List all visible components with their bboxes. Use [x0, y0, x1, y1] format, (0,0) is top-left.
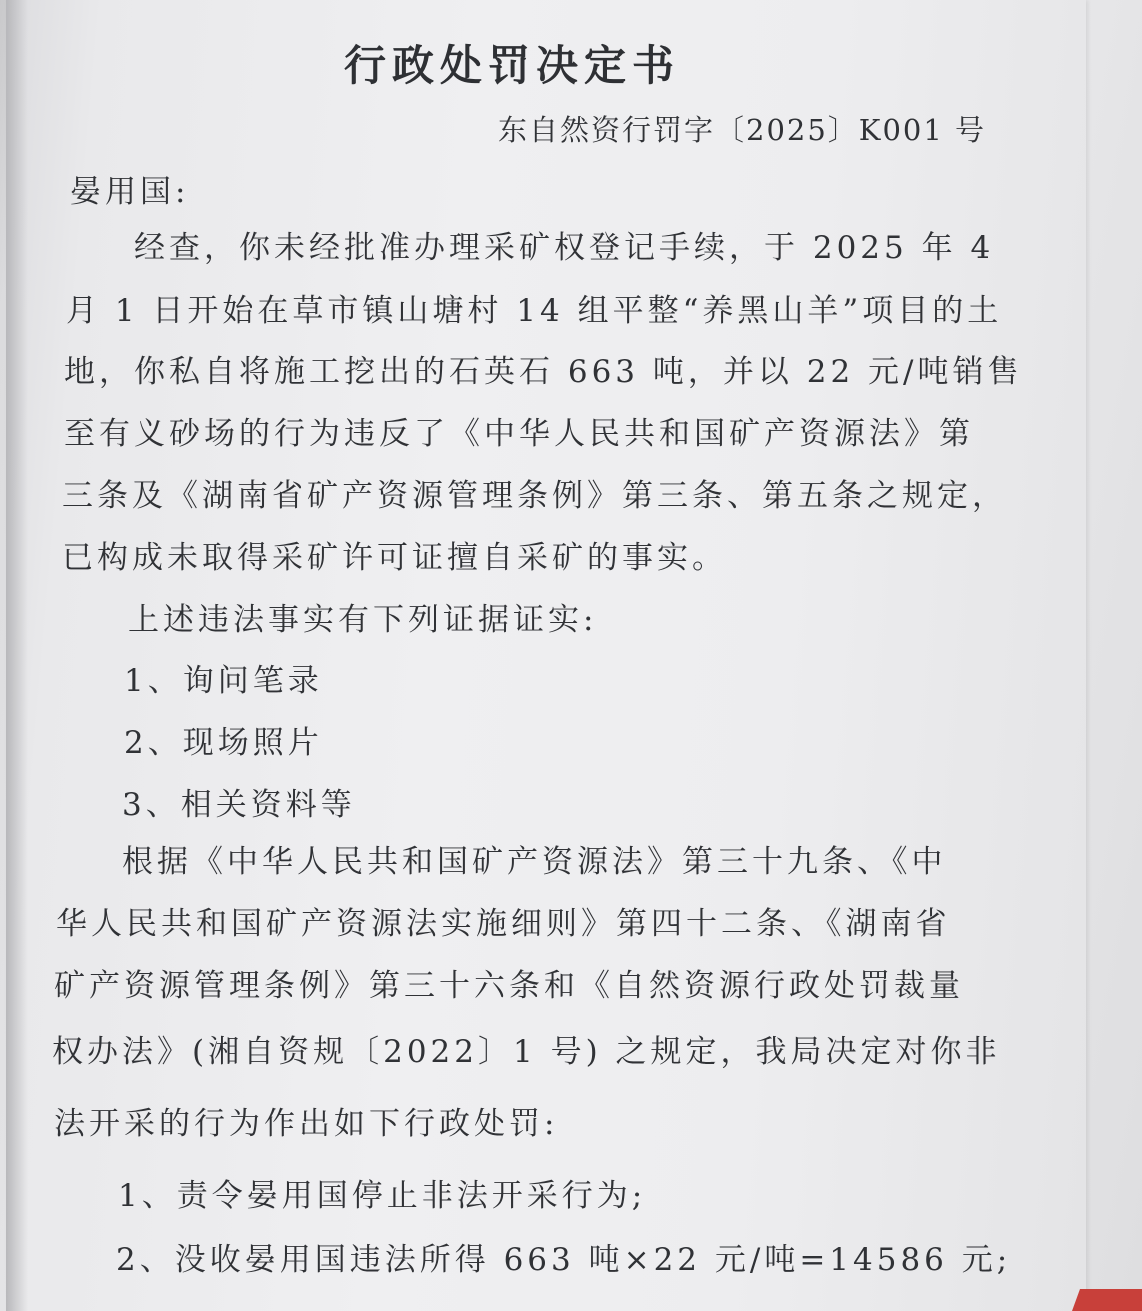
penalty-item: 1、责令晏用国停止非法开采行为; [118, 1178, 647, 1214]
paragraph1-line: 三条及《湖南省矿产资源管理条例》第三条、第五条之规定， [62, 478, 1007, 514]
evidence-intro: 上述违法事实有下列证据证实: [128, 602, 598, 638]
document-title: 行政处罚决定书 [344, 41, 681, 90]
penalty-item: 2、没收晏用国违法所得 663 吨×22 元/吨=14586 元; [116, 1242, 1012, 1278]
paragraph1-line: 月 1 日开始在草市镇山塘村 14 组平整“养黑山羊”项目的土 [66, 293, 1003, 329]
paragraph1-line: 已构成未取得采矿许可证擅自采矿的事实。 [62, 540, 727, 576]
paragraph2-line: 权办法》(湘自资规〔2022〕1 号) 之规定，我局决定对你非 [52, 1034, 1001, 1070]
paragraph1-line: 经查，你未经批准办理采矿权登记手续，于 2025 年 4 [134, 230, 995, 266]
document-number: 东自然资行罚字〔2025〕K001 号 [498, 113, 987, 147]
paragraph1-line: 地，你私自将施工挖出的石英石 663 吨，并以 22 元/吨销售 [64, 354, 1023, 390]
paragraph1-line: 至有义砂场的行为违反了《中华人民共和国矿产资源法》第 [64, 416, 974, 452]
evidence-item: 1、询问笔录 [124, 663, 323, 699]
evidence-item: 3、相关资料等 [122, 787, 356, 823]
paragraph2-line: 法开采的行为作出如下行政处罚: [54, 1106, 559, 1142]
recipient-name: 晏用国: [70, 174, 190, 210]
paragraph2-line: 矿产资源管理条例》第三十六条和《自然资源行政处罚裁量 [54, 968, 964, 1004]
paragraph2-line: 华人民共和国矿产资源法实施细则》第四十二条、《湖南省 [56, 906, 951, 942]
paragraph2-line: 根据《中华人民共和国矿产资源法》第三十九条、《中 [122, 844, 947, 880]
evidence-item: 2、现场照片 [124, 725, 323, 761]
